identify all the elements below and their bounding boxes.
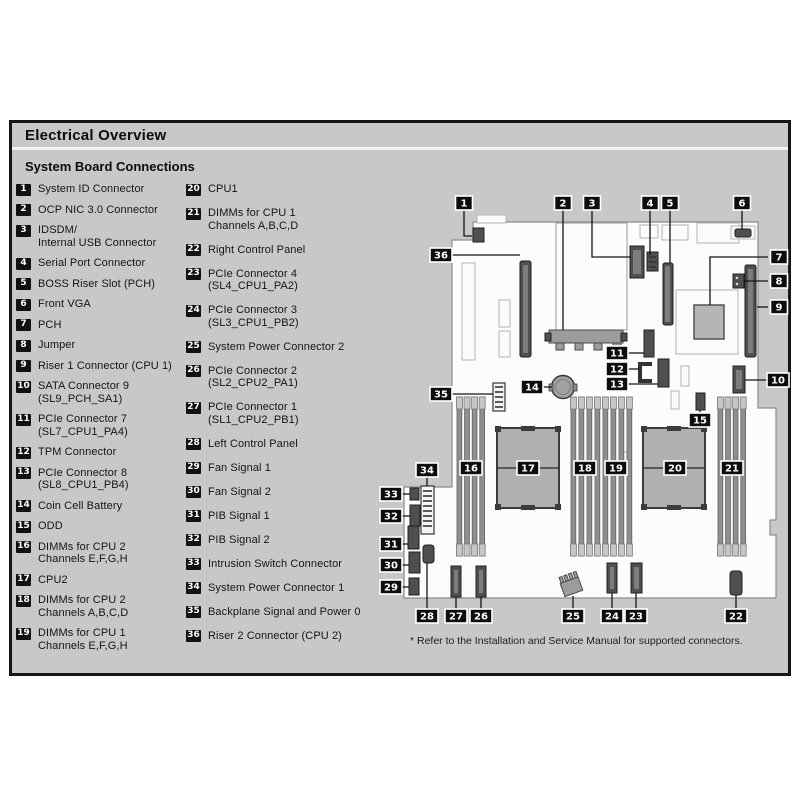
diagram-callout-12 — [606, 362, 628, 376]
legend-item-label: PCIe Connector 7 (SL7_CPU1_PA4) — [38, 413, 128, 438]
right-control-panel-connector — [730, 571, 742, 595]
legend-item-label: PCH — [38, 318, 62, 331]
legend-item-label: IDSDM/ Internal USB Connector — [38, 224, 157, 249]
pcie-connector-7 — [644, 330, 654, 357]
silkscreen-outline — [681, 366, 689, 386]
pib-signal-2-connector — [410, 505, 420, 526]
svg-text:9: 9 — [775, 302, 783, 314]
diagram-callout-16 — [460, 461, 482, 475]
legend-item-number: 9 — [16, 360, 31, 372]
diagram-callout-28 — [416, 609, 438, 623]
pcie-connector-8 — [658, 359, 669, 387]
legend-item-label: PCIe Connector 2 (SL2_CPU2_PA1) — [208, 364, 298, 389]
svg-text:1: 1 — [460, 198, 468, 210]
sata-connector-9 — [733, 366, 745, 393]
diagram-callout-34 — [416, 463, 438, 477]
svg-text:36: 36 — [434, 250, 448, 262]
pcie-connector-2 — [476, 566, 486, 597]
legend-item-30 — [186, 486, 372, 499]
legend-item-label: ODD — [38, 520, 63, 532]
page-title: Electrical Overview — [25, 126, 167, 144]
legend-item-label: TPM Connector — [38, 446, 117, 458]
diagram-callout-27 — [445, 609, 467, 623]
legend-column-1 — [16, 183, 184, 652]
fan-signal-1-connector — [409, 578, 419, 595]
diagram-callout-33 — [380, 487, 402, 501]
svg-text:20: 20 — [668, 463, 682, 475]
svg-text:24: 24 — [605, 611, 619, 623]
svg-text:35: 35 — [434, 389, 448, 401]
svg-text:26: 26 — [474, 611, 488, 623]
legend-item-35 — [186, 606, 372, 619]
legend-item-label: System Power Connector 2 — [208, 340, 345, 353]
legend-item-number: 8 — [16, 340, 31, 352]
legend-item-16 — [16, 541, 184, 566]
legend-item-9 — [16, 360, 184, 373]
diagram-callout-6 — [734, 196, 751, 210]
intrusion-switch-connector — [410, 488, 419, 500]
legend-item-label: PCIe Connector 4 (SL4_CPU1_PA2) — [208, 267, 298, 292]
diagram-callout-2 — [555, 196, 572, 210]
diagram-callout-8 — [771, 274, 788, 288]
legend-item-24 — [186, 304, 372, 329]
svg-text:7: 7 — [775, 252, 783, 264]
serial-port-connector — [647, 252, 658, 271]
legend-item-number: 18 — [17, 594, 30, 605]
legend-item-15 — [16, 520, 184, 533]
diagram-callout-18 — [574, 461, 596, 475]
svg-text:10: 10 — [771, 375, 785, 387]
svg-text:5: 5 — [666, 198, 674, 210]
diagram-callout-7 — [771, 250, 788, 264]
svg-text:6: 6 — [738, 198, 746, 210]
legend-item-number: 24 — [187, 304, 200, 315]
legend-item-label: OCP NIC 3.0 Connector — [38, 203, 158, 216]
slot-outline — [499, 300, 510, 327]
diagram-callout-19 — [605, 461, 627, 475]
legend-item-number: 27 — [187, 401, 200, 412]
pcie-connector-4 — [631, 563, 642, 593]
svg-text:21: 21 — [725, 463, 739, 475]
svg-text:31: 31 — [384, 539, 398, 551]
svg-text:8: 8 — [775, 276, 783, 288]
legend-item-number: 23 — [187, 268, 200, 278]
svg-text:33: 33 — [384, 489, 398, 501]
diagram-callout-31 — [380, 537, 402, 551]
svg-text:16: 16 — [464, 463, 478, 475]
legend-item-13 — [16, 467, 184, 492]
legend-item-18 — [16, 594, 184, 619]
pcie-connector-1 — [451, 566, 461, 597]
leader-line-1 — [464, 210, 472, 236]
svg-text:28: 28 — [420, 611, 434, 623]
legend-item-number: 34 — [187, 582, 200, 592]
legend-item-label: CPU1 — [208, 183, 238, 195]
riser-slot-outline — [462, 263, 475, 360]
pib-signal-1-connector — [408, 526, 419, 549]
svg-text:22: 22 — [729, 611, 743, 623]
legend-item-label: System Power Connector 1 — [208, 581, 345, 594]
slot-outline — [499, 331, 510, 357]
svg-text:2: 2 — [559, 198, 567, 210]
jumper — [733, 274, 744, 288]
front-vga-connector — [735, 229, 751, 237]
diagram-callout-11 — [606, 346, 628, 360]
legend-item-12 — [16, 446, 184, 459]
diagram-callout-21 — [721, 461, 743, 475]
diagram-callout-15 — [689, 413, 711, 427]
legend-item-5 — [16, 278, 184, 291]
legend-item-3 — [16, 224, 184, 249]
legend-item-number: 15 — [17, 520, 30, 531]
legend-item-2 — [16, 204, 184, 217]
legend-item-31 — [186, 510, 372, 523]
legend-item-number: 22 — [187, 244, 200, 254]
svg-text:32: 32 — [384, 511, 398, 523]
diagram-callout-1 — [456, 196, 473, 210]
legend-item-label: Left Control Panel — [208, 437, 298, 450]
legend-item-32 — [186, 534, 372, 547]
svg-text:3: 3 — [588, 198, 596, 210]
legend-item-number: 32 — [187, 534, 200, 544]
legend-item-number: 1 — [16, 184, 31, 196]
legend-item-label: BOSS Riser Slot (PCH) — [38, 277, 156, 290]
legend-item-label: DIMMs for CPU 2 Channels A,B,C,D — [38, 594, 129, 619]
footnote: * Refer to the Installation and Service Manual for supported connectors. — [410, 635, 743, 647]
diagram-callout-32 — [380, 509, 402, 523]
riser2-slot — [520, 261, 531, 357]
riser1-slot — [745, 265, 756, 357]
legend-item-23 — [186, 268, 372, 293]
legend-item-19 — [16, 627, 184, 652]
diagram-callout-4 — [642, 196, 659, 210]
title-band — [12, 123, 788, 150]
legend-item-number: 26 — [187, 365, 200, 375]
diagram-callout-17 — [517, 461, 539, 475]
legend-item-number: 25 — [187, 341, 200, 351]
svg-text:4: 4 — [646, 198, 654, 210]
legend-item-label: Intrusion Switch Connector — [208, 557, 343, 570]
diagram-callout-23 — [625, 609, 647, 623]
legend-item-number: 19 — [17, 627, 30, 638]
svg-text:30: 30 — [384, 560, 398, 572]
diagram-callout-35 — [430, 387, 452, 401]
legend-item-number: 14 — [17, 500, 30, 510]
legend-item-10 — [16, 380, 184, 405]
legend-item-number: 13 — [17, 467, 30, 477]
legend-item-number: 33 — [187, 558, 200, 568]
diagram-callout-22 — [725, 609, 747, 623]
legend-item-4 — [16, 257, 184, 270]
legend-item-11 — [16, 413, 184, 438]
svg-text:23: 23 — [629, 611, 643, 623]
diagram-callout-10 — [767, 373, 789, 387]
diagram-callout-9 — [771, 300, 788, 314]
legend-item-29 — [186, 462, 372, 475]
legend-item-number: 6 — [16, 299, 31, 311]
legend-item-number: 31 — [187, 510, 200, 520]
legend-item-label: DIMMs for CPU 1 Channels A,B,C,D — [208, 207, 299, 232]
diagram-callout-30 — [380, 558, 402, 572]
rear-cutout — [662, 225, 688, 240]
legend-item-number: 21 — [187, 207, 200, 218]
pcie-connector-3 — [607, 563, 617, 593]
legend-item-17 — [16, 574, 184, 587]
svg-text:29: 29 — [384, 582, 398, 594]
system-id-connector — [473, 228, 484, 242]
legend-item-label: DIMMs for CPU 2 Channels E,F,G,H — [38, 540, 128, 565]
legend-item-label: Front VGA — [38, 298, 91, 310]
legend-item-20 — [186, 183, 372, 196]
idsdm-connector — [630, 246, 644, 278]
legend-item-label: CPU2 — [38, 573, 68, 586]
legend-item-number: 28 — [187, 438, 200, 448]
left-control-panel-connector — [423, 545, 434, 563]
legend-item-number: 30 — [187, 486, 200, 496]
svg-text:15: 15 — [693, 415, 707, 427]
legend-item-6 — [16, 298, 184, 311]
silkscreen-outline — [671, 391, 679, 409]
diagram-callout-26 — [470, 609, 492, 623]
diagram-callout-14 — [521, 380, 543, 394]
legend-item-label: PCIe Connector 3 (SL3_CPU1_PB2) — [208, 304, 299, 329]
backplane-signal-power-connector — [493, 383, 505, 411]
legend-item-label: Serial Port Connector — [38, 257, 146, 269]
legend-item-number: 3 — [16, 225, 31, 237]
legend-item-number: 5 — [16, 278, 31, 290]
legend-item-number: 16 — [17, 541, 30, 551]
legend-item-label: System ID Connector — [38, 183, 145, 195]
legend-item-27 — [186, 401, 372, 426]
legend-item-label: Coin Cell Battery — [38, 499, 123, 512]
legend-item-34 — [186, 582, 372, 595]
legend-item-label: PIB Signal 2 — [208, 533, 270, 546]
svg-text:14: 14 — [525, 382, 539, 394]
electrical-overview-panel — [9, 120, 791, 676]
legend-item-label: PCIe Connector 8 (SL8_CPU1_PB4) — [38, 466, 129, 491]
system-board-diagram — [378, 178, 792, 670]
legend-item-number: 36 — [187, 630, 200, 640]
legend-item-28 — [186, 438, 372, 451]
svg-text:19: 19 — [609, 463, 623, 475]
legend-item-number: 17 — [17, 574, 30, 584]
diagram-callout-25 — [562, 609, 584, 623]
svg-text:17: 17 — [521, 463, 535, 475]
diagram-callout-20 — [664, 461, 686, 475]
system-power-connector-1 — [421, 486, 434, 534]
legend-item-33 — [186, 558, 372, 571]
diagram-callout-5 — [662, 196, 679, 210]
rear-tab — [477, 215, 506, 223]
legend-item-26 — [186, 365, 372, 390]
legend-item-label: PIB Signal 1 — [208, 509, 270, 522]
legend-column-2 — [186, 183, 372, 642]
legend-item-number: 29 — [187, 462, 200, 472]
legend-item-7 — [16, 319, 184, 332]
legend-item-number: 12 — [17, 446, 30, 457]
legend-item-label: DIMMs for CPU 1 Channels E,F,G,H — [38, 627, 128, 652]
legend-item-label: Fan Signal 2 — [208, 485, 271, 498]
legend-item-14 — [16, 500, 184, 513]
legend-item-number: 4 — [16, 258, 31, 270]
legend-item-36 — [186, 630, 372, 643]
legend-item-label: PCIe Connector 1 (SL1_CPU2_PB1) — [208, 401, 299, 426]
svg-text:18: 18 — [578, 463, 592, 475]
diagram-callout-24 — [601, 609, 623, 623]
legend-item-number: 2 — [16, 204, 31, 216]
boss-riser-slot — [663, 263, 673, 325]
legend-item-number: 35 — [187, 606, 200, 616]
legend-item-label: Jumper — [38, 339, 76, 351]
legend-item-label: Riser 2 Connector (CPU 2) — [208, 629, 342, 642]
legend-item-21 — [186, 207, 372, 232]
legend-item-1 — [16, 183, 184, 196]
svg-text:13: 13 — [610, 379, 624, 391]
legend-item-label: SATA Connector 9 (SL9_PCH_SA1) — [38, 380, 130, 405]
legend-item-label: Fan Signal 1 — [208, 461, 271, 474]
legend-item-number: 20 — [187, 183, 200, 194]
pch-chip — [694, 305, 724, 339]
svg-text:12: 12 — [610, 364, 624, 376]
legend-item-number: 7 — [16, 319, 31, 331]
odd-connector — [696, 393, 705, 410]
legend-item-25 — [186, 341, 372, 354]
diagram-callout-29 — [380, 580, 402, 594]
svg-text:25: 25 — [566, 611, 580, 623]
legend-item-label: Riser 1 Connector (CPU 1) — [38, 359, 172, 372]
svg-text:27: 27 — [449, 611, 463, 623]
svg-text:11: 11 — [610, 348, 624, 360]
diagram-callout-3 — [584, 196, 601, 210]
diagram-callout-36 — [430, 248, 452, 262]
legend-item-number: 11 — [17, 413, 30, 424]
legend-item-label: Backplane Signal and Power 0 — [208, 605, 361, 618]
legend-item-8 — [16, 339, 184, 352]
diagram-callout-13 — [606, 377, 628, 391]
legend-item-22 — [186, 244, 372, 257]
legend-item-label: Right Control Panel — [208, 243, 306, 256]
section-subtitle: System Board Connections — [25, 159, 195, 174]
rear-cutout — [640, 225, 658, 238]
svg-text:34: 34 — [420, 465, 434, 477]
legend-item-number: 10 — [17, 380, 30, 391]
fan-signal-2-connector — [409, 552, 420, 573]
